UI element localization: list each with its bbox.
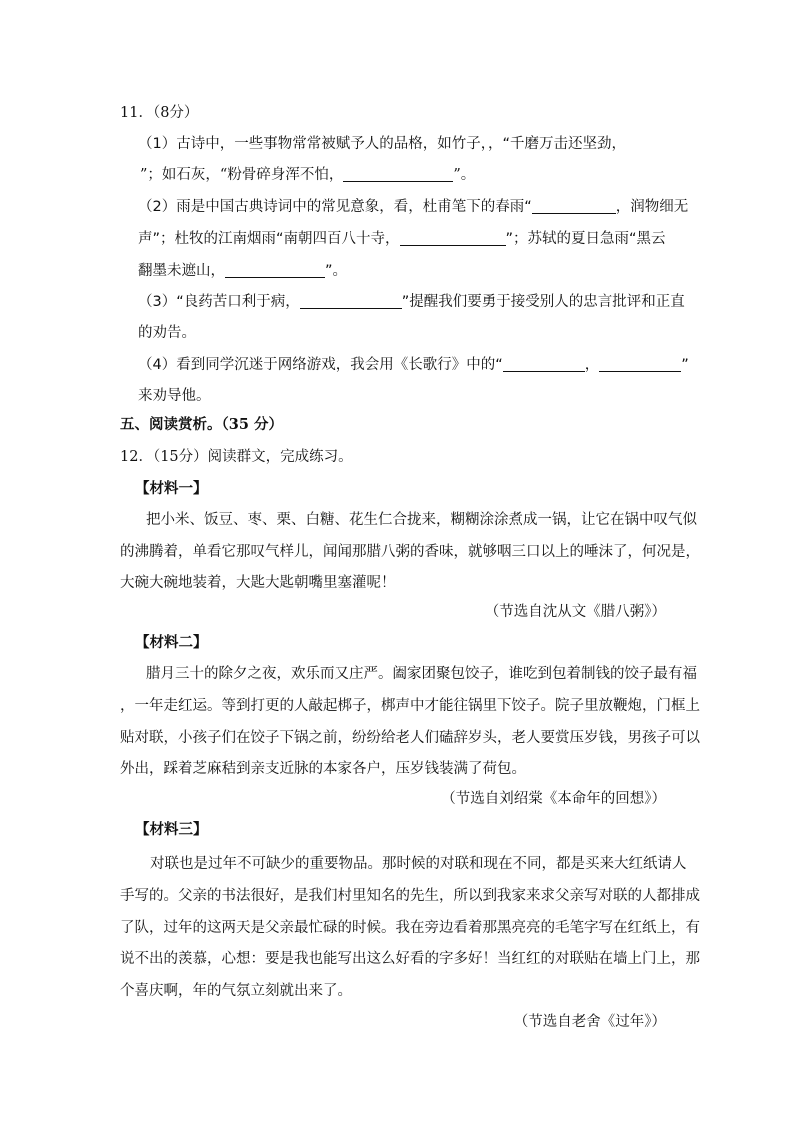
- q11-part2-line2: [138, 229, 666, 249]
- material-1-line: 的沸腾着，单看它那叹气样儿，闻闻那腊八粥的香味，就够咽三口以上的唾沫了，何况是，: [120, 544, 700, 560]
- answer-blank[interactable]: [225, 263, 325, 278]
- q11-part1-line1: （1）古诗中，一些事物常常被赋予人的品格，如竹子，，“千磨万击还坚劲，: [138, 136, 626, 152]
- material-2-line: 贴对联，小孩子们在饺子下锅之前，纷纷给老人们磕辞岁头，老人要赏压岁钱，男孩子可以: [120, 730, 700, 746]
- material-1-source: （节选自沈从文《腊八粥》）: [484, 604, 666, 620]
- material-1-line: 大碗大碗地装着，大匙大匙朝嘴里塞灌呢！: [120, 575, 396, 591]
- q11-part2-text-c: 声”；杜牧的江南烟雨“南朝四百八十寺，: [138, 231, 400, 247]
- q11-part1-line2: [140, 165, 475, 185]
- material-2-source: （节选自刘绍棠《本命年的回想》）: [441, 791, 666, 807]
- q11-part2-text-d: ”；苏轼的夏日急雨“黑云: [505, 231, 666, 247]
- material-3-line: 对联也是过年不可缺少的重要物品。那时候的对联和现在不同，都是买来大红纸请人: [150, 856, 687, 872]
- answer-blank[interactable]: [300, 294, 402, 309]
- q11-part1-text: ”；如石灰，“粉骨碎身浑不怕，: [140, 167, 344, 183]
- q11-part3-line1: [138, 292, 685, 312]
- q11-part2-text-e: 翻墨未遮山，: [138, 263, 225, 279]
- material-1-line: 把小米、饭豆、枣、栗、白糖、花生仁合拢来，糊糊涂涂煮成一锅，让它在锅中叹气似: [146, 512, 697, 528]
- q11-part2-line3: [138, 261, 347, 281]
- q11-part4-text-a: （4）看到同学沉迷于网络游戏，我会用《长歌行》中的“: [138, 357, 503, 373]
- q11-part2-text-b: ，润物细无: [615, 199, 689, 215]
- material-3-line: 了队，过年的这两天是父亲最忙碌的时候。我在旁边看着那黑亮亮的毛笔字写在红纸上，有: [120, 920, 700, 936]
- answer-blank[interactable]: [599, 357, 681, 372]
- q11-part3-text-b: ”提醒我们要勇于接受别人的忠言批评和正直: [401, 294, 685, 310]
- material-3-line: 说不出的羡慕，心想：要是我也能写出这么好看的字多好！当红红的对联贴在墙上门上，那: [120, 951, 700, 967]
- material-1-title: 【材料一】: [135, 481, 208, 497]
- q11-part2-text-a: （2）雨是中国古典诗词中的常见意象，看，杜甫笔下的春雨“: [138, 199, 532, 215]
- material-3-source: （节选自老舍《过年》）: [513, 1014, 666, 1030]
- material-3-title: 【材料三】: [135, 822, 208, 838]
- section-5-heading: 五、阅读赏析。（35 分）: [120, 416, 283, 433]
- answer-blank[interactable]: [343, 167, 453, 182]
- material-2-line: ，一年走红运。等到打更的人敲起梆子，梆声中才能往锅里下饺子。院子里放鞭炮，门框上: [120, 698, 700, 714]
- answer-blank[interactable]: [532, 199, 616, 214]
- q11-part2-text-f: ”。: [325, 263, 348, 279]
- q11-part4-comma: ，: [584, 357, 600, 373]
- answer-blank[interactable]: [400, 231, 506, 246]
- material-2-line: 外出，踩着芝麻秸到亲支近脉的本家各户，压岁钱装满了荷包。: [120, 761, 526, 777]
- material-3-line: 个喜庆啊，年的气氛立刻就出来了。: [120, 983, 352, 999]
- q11-part4-line1: [138, 355, 689, 375]
- q11-part1-close: ”。: [453, 167, 476, 183]
- material-3-line: 手写的。父亲的书法很好，是我们村里知名的先生，所以到我家来求父亲写对联的人都排成: [120, 888, 700, 904]
- material-2-title: 【材料二】: [135, 635, 208, 651]
- q11-part2-line1: [138, 197, 688, 217]
- question-11-header: 11．（8分）: [120, 105, 199, 121]
- q11-part3-line2: 的劝告。: [138, 325, 196, 341]
- material-2-line: 腊月三十的除夕之夜，欢乐而又庄严。阖家团聚包饺子，谁吃到包着制钱的饺子最有福: [146, 666, 697, 682]
- answer-blank[interactable]: [503, 357, 585, 372]
- q11-part4-close: ”: [681, 357, 689, 373]
- q11-part4-line2: 来劝导他。: [138, 388, 211, 404]
- question-12-header: 12．（15分）阅读群文，完成练习。: [120, 449, 353, 465]
- q11-part3-text-a: （3）“良药苦口利于病，: [138, 294, 300, 310]
